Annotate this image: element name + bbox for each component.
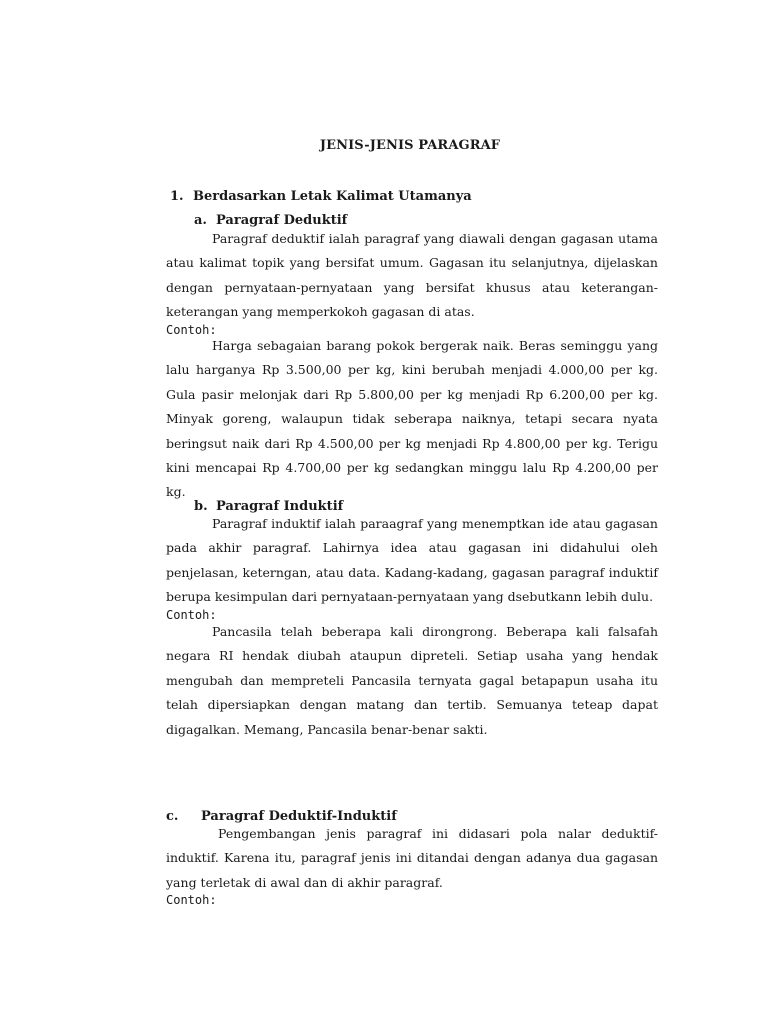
subsection-c-body-text: Pengembangan jenis paragraf ini didasari pola nalar deduktif-induktif. Karena itu, paragraf jenis ini ditandai dengan adanya dua gagasan yang terletak di awal dan di akhir paragraf. — [166, 826, 658, 890]
section-1-title: Berdasarkan Letak Kalimat Utamanya — [193, 189, 472, 204]
subsection-a-contoh-label: Contoh: — [166, 323, 217, 337]
subsection-a-example-text: Harga sebagaian barang pokok bergerak naik. Beras seminggu yang lalu harganya Rp 3.500,00 per kg, kini berubah menjadi 4.000,00 per kg. Gula pasir melonjak dari Rp 5.800,00 per kg menjadi Rp 6.200,00 per kg. Minyak goreng, walaupun tidak seberapa naiknya, tetapi secara nyata beringsut naik dari Rp 4.500,00 per kg menjadi Rp 4.800,00 per kg. Terigu kini mencapai Rp 4.700,00 per kg sedangkan minggu lalu Rp 4.200,00 per kg. — [166, 338, 658, 500]
subsection-a-letter: a. — [194, 213, 207, 228]
subsection-a-example — [166, 334, 658, 505]
subsection-c-body — [166, 822, 658, 895]
subsection-b-title: Paragraf Induktif — [216, 499, 344, 514]
subsection-a-body-text: Paragraf deduktif ialah paragraf yang diawali dengan gagasan utama atau kalimat topik yang bersifat umum. Gagasan itu selanjutnya, dijelaskan dengan pernyataan-pernyataan yang bersifat khusus atau keterangan-keterangan yang memperkokoh gagasan di atas. — [166, 231, 658, 320]
subsection-b-example — [166, 620, 658, 742]
subsection-b-body — [166, 512, 658, 610]
subsection-a-heading — [194, 213, 347, 228]
section-1-number: 1. — [170, 189, 184, 204]
document-title: JENIS-JENIS PARAGRAF — [319, 138, 501, 153]
subsection-b-body-text: Paragraf induktif ialah paraagraf yang menemptkan ide atau gagasan pada akhir paragraf. Lahirnya idea atau gagasan ini didahului oleh penjelasan, keterngan, atau data. Kadang-kadang, gagasan paragraf induktif berupa kesimpulan dari pernyataan-pernyataan yang dsebutkann lebih dulu. — [166, 516, 658, 605]
subsection-c-title: Paragraf Deduktif-Induktif — [201, 809, 397, 824]
subsection-a-title: Paragraf Deduktif — [216, 213, 348, 228]
subsection-b-example-text: Pancasila telah beberapa kali dirongrong. Beberapa kali falsafah negara RI hendak diubah ataupun dipreteli. Setiap usaha yang hendak mengubah dan mempreteli Pancasila ternyata gagal betapapun usaha itu telah dipersiapkan dengan matang dan tertib. Semuanya teteap dapat digagalkan. Memang, Pancasila benar-benar sakti. — [166, 624, 658, 737]
subsection-b-letter: b. — [194, 499, 208, 514]
subsection-a-body — [166, 227, 658, 325]
subsection-c-letter: c. — [166, 809, 179, 824]
subsection-c-contoh-label: Contoh: — [166, 893, 217, 907]
section-1-heading — [170, 189, 472, 204]
subsection-b-contoh-label: Contoh: — [166, 608, 217, 622]
